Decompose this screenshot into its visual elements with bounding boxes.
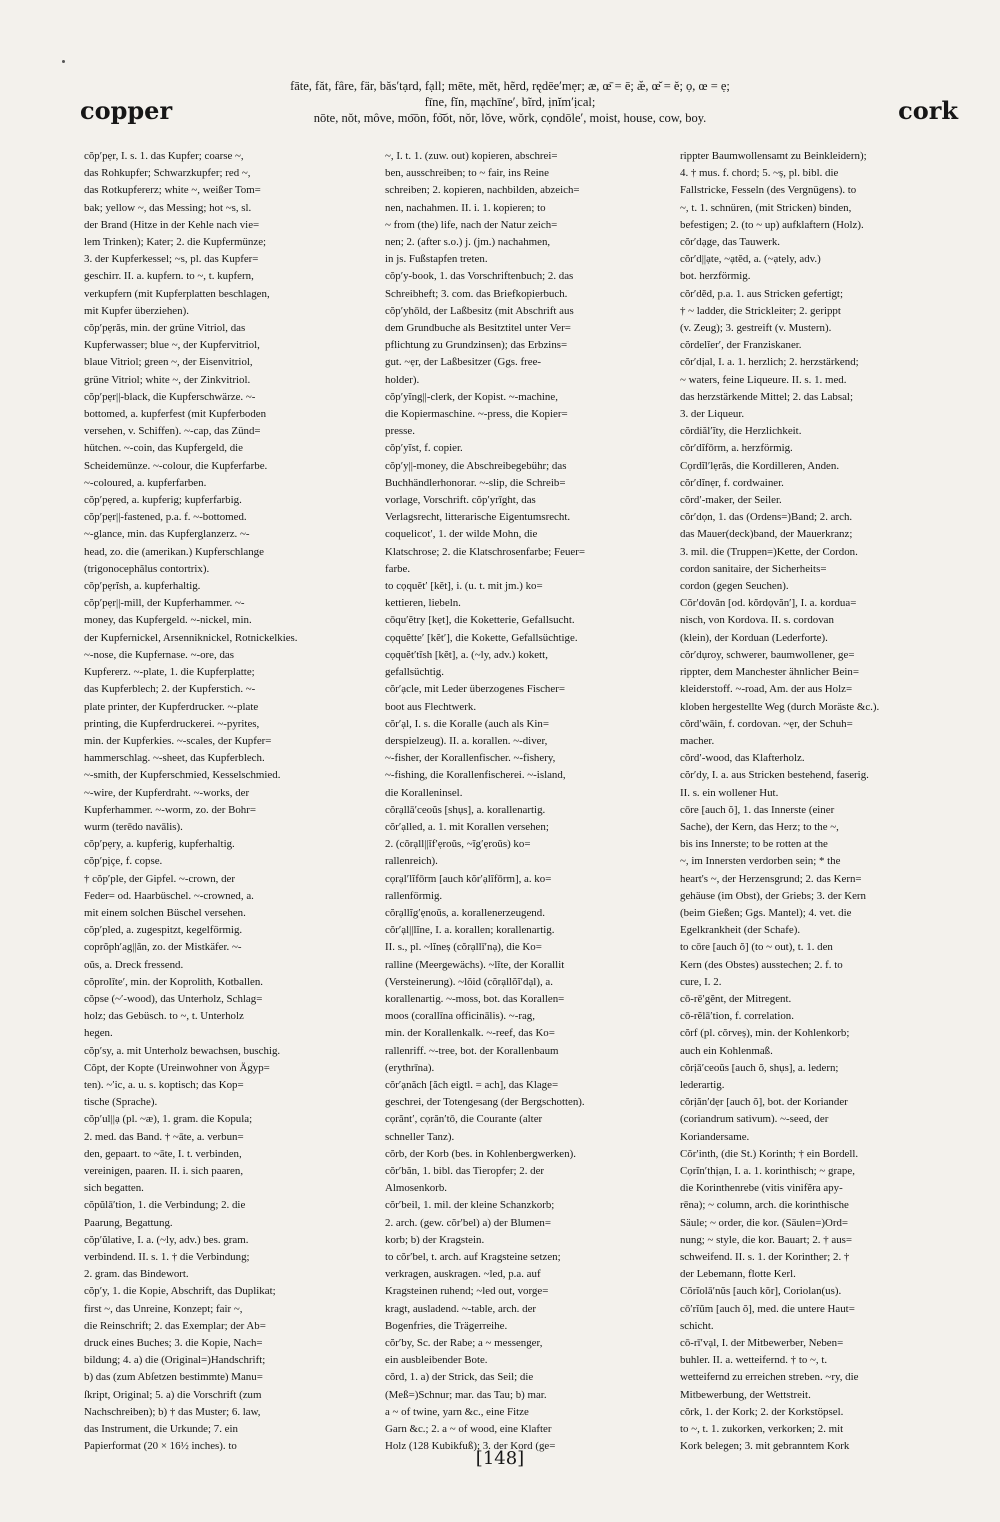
entry-line: Kupferhammer. ~-worm, zo. der Bohr= <box>84 803 257 816</box>
entry-line: cŏp′pẹr||-black, die Kupferschwärze. ~- <box>84 390 256 403</box>
entry-line: cŏr′beil, 1. mil. der kleine Schanzkorb; <box>385 1199 555 1212</box>
entry-line: nen, nachahmen. II. i. 1. kopieren; to <box>385 201 546 214</box>
entry-line: rallenförmig. <box>385 889 443 902</box>
entry-line: nisch, von Kordova. II. s. cordovan <box>680 614 834 627</box>
entry-line: (beim Gießen; Ggs. Mantel); 4. vet. die <box>680 906 852 919</box>
entry-line: ~ waters, feine Liqueure. II. s. 1. med. <box>680 373 847 386</box>
entry-line: lederartig. <box>680 1078 725 1091</box>
entry-line: rēna); ~ column, arch. die korinthische <box>680 1199 849 1212</box>
entry-line: cŏp′ŭlative, I. a. (~ly, adv.) bes. gram. <box>84 1233 249 1246</box>
entry-line: geschirr. II. a. kupfern. to ~, t. kupfern, <box>84 270 254 283</box>
entry-line: verkupfern (mit Kupferplatten beschlagen, <box>84 287 270 300</box>
ink-speck <box>62 60 65 63</box>
entry-line: bak; yellow ~, das Messing; hot ~s, sl. <box>84 201 252 214</box>
entry-line: cŏp′pẹrĭsh, a. kupferhaltig. <box>84 580 201 593</box>
entry-line: cordon (gegen Seuchen). <box>680 580 789 593</box>
entry-line: cō-rē′gĕnt, der Mitregent. <box>680 992 792 1005</box>
entry-line: gut. ~ẹr, der Laßbesitzer (Ggs. free- <box>385 356 542 369</box>
entry-line: ~-wire, der Kupferdraht. ~-works, der <box>84 786 250 799</box>
entry-line: druck eines Buches; 3. die Kopie, Nach= <box>84 1337 263 1350</box>
entry-line: holz; das Gebüsch. to ~, t. Unterholz <box>84 1010 244 1023</box>
entry-line: ~-nose, die Kupfernase. ~-ore, das <box>84 648 234 661</box>
entry-line: Sache), der Kern, das Herz; to the ~, <box>680 820 839 833</box>
entry-line: Paarung, Begattung. <box>84 1216 173 1229</box>
entry-line: Kern (des Obstes) ausstechen; 2. f. to <box>680 958 843 971</box>
entry-line: wurm (terēdo navālis). <box>84 820 183 833</box>
entry-line: das herzstärkende Mittel; 2. das Labsal; <box>680 390 853 403</box>
pronunciation-key <box>190 78 830 126</box>
entry-line: oŭs, a. Dreck fressend. <box>84 958 184 971</box>
entry-line: cŏp′pịçe, f. copse. <box>84 855 163 868</box>
entry-line: cŏrb, der Korb (bes. in Kohlenbergwerken). <box>385 1147 576 1160</box>
entry-line: Schreibheft; 3. com. das Briefkopierbuch. <box>385 287 568 300</box>
entry-line: ~-smith, der Kupferschmied, Kesselschmied. <box>84 769 281 782</box>
pronunciation-key-line: nōte, nŏt, môve, mo͞on, fo͝ot, nŏr, lŏve, wŏrk, cọndōle′, moist, house, cow, boy. <box>313 111 707 125</box>
entry-line: ten). ~′ic, a. u. s. koptisch; das Kop= <box>84 1078 244 1091</box>
entry-line: bottomed, a. kupferfest (mit Kupferboden <box>84 408 267 421</box>
entry-line: boot aus Flechtwerk. <box>385 700 477 713</box>
entry-line: cŏrịā′ceoŭs [auch ŏ, shụs], a. ledern; <box>680 1061 839 1074</box>
entry-line: das Kupferblech; 2. der Kupferstich. ~- <box>84 683 256 696</box>
entry-line: cọrănt′, cọrăn′tō, die Courante (alter <box>385 1113 543 1126</box>
entry-line: cŏrdiăl′ĭty, die Herzlichkeit. <box>680 425 802 438</box>
entry-line: cŏr′dĭnẹr, f. cordwainer. <box>680 476 784 489</box>
entry-line: 2. arch. (gew. cŏr′bel) a) der Blumen= <box>385 1216 551 1229</box>
entry-line: das Instrument, die Urkunde; 7. ein <box>84 1423 238 1436</box>
entry-line: (v. Zeug); 3. gestreift (v. Mustern). <box>680 322 832 335</box>
entry-line: cŏr′ạl||lĭne, I. a. korallen; korallenartig. <box>385 924 555 937</box>
entry-line: cọrạl′lĭfōrm [auch kŏr′ạlĭfōrm], a. ko= <box>385 872 552 885</box>
entry-line: bot. herzförmig. <box>680 270 751 283</box>
entry-line: cŏrạllā′ceoŭs [shụs], a. korallenartig. <box>385 803 546 816</box>
page-number: [148] <box>475 1448 525 1469</box>
entry-line: (klein), der Korduan (Lederforte). <box>680 631 828 644</box>
entry-line: ~-fisher, der Korallenfischer. ~-fishery, <box>385 752 556 765</box>
entry-line: Cọrĭn′thịạn, I. a. 1. korinthisch; ~ grape, <box>680 1164 855 1177</box>
entry-line: die Reinschrift; 2. das Exemplar; der Ab= <box>84 1319 266 1332</box>
entry-line: Cọrdĭl′lẹrăs, die Kordilleren, Anden. <box>680 459 840 472</box>
entry-line: (erythrīna). <box>385 1061 435 1074</box>
entry-line: nen; 2. (after s.o.) j. (jm.) nachahmen, <box>385 236 551 249</box>
entry-line: cŏrk, 1. der Kork; 2. der Korkstöpsel. <box>680 1405 844 1418</box>
entry-line: cọquĕtte′ [kĕt′], die Kokette, Gefallsüchtige. <box>385 631 578 644</box>
entry-line: schweifend. II. s. 1. der Korinther; 2. † <box>680 1251 850 1263</box>
entry-line: schicht. <box>680 1319 714 1332</box>
entry-line: dem Grundbuche als Besitztitel unter Ver= <box>385 322 571 335</box>
entry-line: to cọquĕt′ [kĕt], i. (u. t. mit jm.) ko= <box>385 580 543 593</box>
entry-line: Cŏpt, der Kopte (Ureinwohner von Ägyp= <box>84 1061 270 1074</box>
entry-line: (Meß=)Schnur; mar. das Tau; b) mar. <box>385 1388 547 1401</box>
entry-line: macher. <box>680 734 715 747</box>
entry-line: 3. mil. die (Truppen=)Kette, der Cordon. <box>680 545 858 558</box>
entry-line: versehen, v. Schiffen). ~-cap, das Zünd= <box>84 425 261 438</box>
entry-line: Säule; ~ order, die kor. (Säulen=)Ord= <box>680 1216 849 1229</box>
entry-line: rippter, dem Manchester ähnlicher Bein= <box>680 666 859 679</box>
entry-line: heart's ~, der Herzensgrund; 2. das Kern= <box>680 872 862 885</box>
entry-line: cŏr′dĭfōrm, a. herzförmig. <box>680 442 793 455</box>
entry-line: Kragsteinen ruhend; ~led out, vorge= <box>385 1285 549 1298</box>
entry-line: bis ins Innerste; to be rotten at the <box>680 838 828 851</box>
entry-line: b) das (zum Abſetzen bestimmte) Manu= <box>84 1371 263 1384</box>
entry-line: cŏpŭlā′tion, 1. die Verbindung; 2. die <box>84 1199 246 1212</box>
entry-line: ~-glance, min. das Kupferglanzerz. ~- <box>84 528 250 541</box>
entry-line: cŏrạllĭg′ẹnoŭs, a. korallenerzeugend. <box>385 906 545 919</box>
entry-line: Kork belegen; 3. mit gebranntem Kork <box>680 1440 850 1453</box>
entry-line: (coriandrum sativum). ~-seed, der <box>680 1113 829 1126</box>
entry-line: schneller Tanz). <box>385 1130 455 1143</box>
entry-line: cŏrd′-wood, das Klafterholz. <box>680 752 805 765</box>
entry-line: II. s. ein wollener Hut. <box>680 786 779 799</box>
entry-line: korb; b) der Kragstein. <box>385 1233 485 1246</box>
entry-line: cŏp′pẹr||-mill, der Kupferhammer. ~- <box>84 597 245 610</box>
entry-line: cŏr′băn, 1. bibl. das Tieropfer; 2. der <box>385 1164 545 1177</box>
entry-line: gehäuse (im Obst), der Griebs; 3. der Kern <box>680 889 866 902</box>
entry-line: Papierformat (20 × 16½ inches). to <box>84 1440 237 1453</box>
entry-line: Buchhändlerhonorar. ~-slip, die Schreib= <box>385 476 566 489</box>
entry-line: a ~ of twine, yarn &c., eine Fitze <box>385 1405 529 1418</box>
entry-line: Holz (128 Kubikfuß); 3. der Kord (ge= <box>385 1440 556 1453</box>
entry-line: cŏrd, 1. a) der Strick, das Seil; die <box>385 1371 534 1384</box>
entry-line: cŏp′pẹry, a. kupferig, kupferhaltig. <box>84 838 235 851</box>
entry-line: die Koralleninsel. <box>385 786 463 799</box>
entry-line: auch ein Kohlenmaß. <box>680 1044 773 1057</box>
column-3 <box>680 148 965 1453</box>
entry-line: 4. † mus. f. chord; 5. ~ș, pl. bibl. die <box>680 167 839 180</box>
entry-line: in js. Fußstapfen treten. <box>385 253 488 266</box>
entry-line: Almosenkorb. <box>385 1182 448 1195</box>
entry-line: derspielzeug). II. a. korallen. ~-diver, <box>385 734 548 747</box>
entry-line: (Versteinerung). ~lŏid (cŏrạllŏĭ′dạl), a. <box>385 975 553 988</box>
entry-line: blaue Vitriol; green ~, der Eisenvitriol, <box>84 356 253 369</box>
entry-line: tische (Sprache). <box>84 1096 158 1109</box>
entry-line: cŏrd′-maker, der Seiler. <box>680 494 782 507</box>
entry-line: grüne Vitriol; white ~, der Zinkvitriol. <box>84 373 251 386</box>
entry-line: ein ausbleibender Bote. <box>385 1354 488 1367</box>
entry-line: kettieren, liebeln. <box>385 597 461 610</box>
entry-line: cordon sanitaire, der Sicherheits= <box>680 562 827 575</box>
entry-line: cŏp′y||-money, die Abschreibegebühr; das <box>385 459 567 472</box>
entry-line: die Korinthenrebe (vitis vinifĕra apy- <box>680 1182 843 1195</box>
entry-line: buhler. II. a. wetteifernd. † to ~, t. <box>680 1354 828 1367</box>
entry-line: befestigen; 2. (to ~ up) aufklaftern (Holz). <box>680 218 864 231</box>
entry-line: cọquĕt′tĭsh [kĕt], a. (~ly, adv.) kokett, <box>385 648 548 661</box>
entry-line: farbe. <box>385 562 411 575</box>
entry-line: cŏrdelĭer′, der Franziskaner. <box>680 339 802 352</box>
entry-line: cure, I. 2. <box>680 975 722 988</box>
entry-line: 2. gram. das Bindewort. <box>84 1268 189 1281</box>
entry-line: head, zo. die (amerikan.) Kupferschlange <box>84 545 264 558</box>
entry-line: 2. med. das Band. † ~āte, a. verbun= <box>84 1130 244 1143</box>
entry-line: cŏpse (~′-wood), das Unterholz, Schlag= <box>84 992 263 1005</box>
entry-line: first ~, das Unreine, Konzept; fair ~, <box>84 1302 243 1315</box>
entry-line: cŏp′pẹrăs, min. der grüne Vitriol, das <box>84 322 246 335</box>
entry-line: cŏrf (pl. cŏrveș), min. der Kohlenkorb; <box>680 1027 850 1040</box>
column-1 <box>84 148 369 1453</box>
entry-line: cŏr′d||ạte, ~ạtĕd, a. (~ạtely, adv.) <box>680 253 821 266</box>
entry-line: vorlage, Vorschrift. cŏp′yrīght, das <box>385 494 536 507</box>
entry-line: cŏr′ạcle, mit Leder überzogenes Fischer= <box>385 683 565 696</box>
entry-line: cŏr′ạlled, a. 1. mit Korallen versehen; <box>385 820 549 833</box>
entry-line: cŏr′dọn, 1. das (Ordens=)Band; 2. arch. <box>680 511 853 524</box>
entry-line: rallenriff. ~-tree, bot. der Korallenbaum <box>385 1044 559 1057</box>
entry-line: moos (corallīna officinālis). ~-rag, <box>385 1010 535 1023</box>
entry-line: vereinigen, paaren. II. i. sich paaren, <box>84 1164 244 1177</box>
entry-line: mit Kupfer überziehen). <box>84 304 189 317</box>
column-2 <box>385 148 670 1453</box>
entry-line: Cŏr′dovăn [od. kŏrdọvăn′], I. a. korduа= <box>680 597 857 610</box>
entry-line: rippter Baumwollensamt zu Beinkleidern); <box>680 150 867 162</box>
entry-line: das Rotkupfererz; white ~, weißer Tom= <box>84 184 261 197</box>
entry-line: pflichtung zu Grundzinsen); das Erbzins= <box>385 339 568 352</box>
entry-line: schreiben; 2. kopieren, nachbilden, abzeich= <box>385 184 580 197</box>
entry-line: cŏr′dịal, I. a. 1. herzlich; 2. herzstärkend; <box>680 356 859 369</box>
entry-line: Verlagsrecht, litterarische Eigentumsrecht. <box>385 511 571 524</box>
entry-line: ~, I. t. 1. (zuw. out) kopieren, abschrei= <box>385 150 558 162</box>
entry-line: money, das Kupfergeld. ~-nickel, min. <box>84 614 252 627</box>
entry-line: printing, die Kupferdruckerei. ~-pyrites, <box>84 717 260 730</box>
entry-line: das Mauer(deck)band, der Mauerkranz; <box>680 528 853 541</box>
left-guide-word: copper <box>80 96 173 125</box>
entry-line: (trigonocephălus contortrix). <box>84 562 210 575</box>
entry-line: † ~ ladder, die Strickleiter; 2. gerippt <box>680 304 841 317</box>
entry-line: korallenartig. ~-moss, bot. das Korallen= <box>385 992 565 1005</box>
entry-line: das Rohkupfer; Schwarzkupfer; red ~, <box>84 167 251 180</box>
entry-line: cŏr′by, Sc. der Rabe; a ~ messenger, <box>385 1337 543 1350</box>
entry-line: cŏp′yĭng||-clerk, der Kopist. ~-machine, <box>385 390 558 403</box>
entry-line: 3. der Kupferkessel; ~s, pl. das Kupfer= <box>84 253 259 266</box>
entry-line: coprŏph′ag||ăn, zo. der Mistkäfer. ~- <box>84 941 242 954</box>
entry-line: cō′rĭŭm [auch ŏ], med. die untere Haut= <box>680 1302 855 1315</box>
entry-line: cŏprolīte′, min. der Koprolith, Kotballen. <box>84 975 264 988</box>
entry-line: ~-fishing, die Korallenfischerei. ~-island, <box>385 769 566 782</box>
pronunciation-key-line: fīne, fĭn, mạchīne′, bĩrd, ịnĭm′ịcal; <box>424 95 596 109</box>
entry-line: Nachschreiben); b) † das Muster; 6. law, <box>84 1405 261 1418</box>
entry-line: Mitbewerbung, der Wettstreit. <box>680 1388 811 1401</box>
entry-line: verbindend. II. s. 1. † die Verbindung; <box>84 1251 250 1263</box>
entry-line: hammerschlag. ~-sheet, das Kupferblech. <box>84 752 265 765</box>
entry-line: cō-rĕlā′tion, f. correlation. <box>680 1010 794 1023</box>
entry-line: cŏp′pẹr||-fastened, p.a. f. ~-bottomed. <box>84 511 247 524</box>
entry-line: lem Trinken); Kater; 2. die Kupfermünze; <box>84 236 267 249</box>
entry-line: coquelicot′, 1. der wilde Mohn, die <box>385 528 538 541</box>
entry-line: kragt, ausladend. ~-table, arch. der <box>385 1302 537 1315</box>
entry-line: Klatschrose; 2. die Klatschrosenfarbe; Feuer= <box>385 545 585 558</box>
entry-line: ralline (Meergewächs). ~lĭte, der Korallit <box>385 958 565 971</box>
entry-line: nung; ~ style, die kor. Bauart; 2. † aus= <box>680 1233 853 1246</box>
entry-line: gefallsüchtig. <box>385 666 444 679</box>
entry-line: cŏrịăn′dẹr [auch ŏ], bot. der Koriander <box>680 1096 848 1109</box>
entry-line: Scheidemünze. ~-colour, die Kupferfarbe. <box>84 459 268 472</box>
entry-line: cō-rī′vạl, I. der Mitbewerber, Neben= <box>680 1337 844 1350</box>
entry-line: cŏp′sy, a. mit Unterholz bewachsen, buschig. <box>84 1044 281 1057</box>
entry-line: hütchen. ~-coin, das Kupfergeld, die <box>84 442 244 455</box>
entry-line: cŏp′pẹred, a. kupferig; kupferfarbig. <box>84 494 242 507</box>
entry-line: Koriandersame. <box>680 1130 750 1143</box>
entry-line: plate printer, der Kupferdrucker. ~-plate <box>84 700 259 713</box>
entry-line: cŏr′ạnăch [ăch eigtl. = ach], das Klage= <box>385 1078 559 1091</box>
entry-line: bildung; 4. a) die (Original=)Handschrift; <box>84 1354 266 1367</box>
pronunciation-key-line: fāte, făt, fâre, fär, băs′tạrd, fạll; mēte, mĕt, hẽrd, rędēe′mẹr; æ, œ̄ = ē; æ̆, œ̆ = ĕ; ọ, œ = ẹ; <box>290 79 730 93</box>
entry-line: † cŏp′ple, der Gipfel. ~-crown, der <box>84 872 236 885</box>
entry-line: cŏr′dĕd, p.a. 1. aus Stricken gefertigt; <box>680 287 843 300</box>
entry-line: ſkript, Original; 5. a) die Vorschrift (zum <box>84 1388 262 1401</box>
entry-line: Egelkrankheit (der Schafe). <box>680 924 801 937</box>
entry-line: Garn &c.; 2. a ~ of wood, eine Klafter <box>385 1423 552 1436</box>
entry-line: to ~, t. 1. zukorken, verkorken; 2. mit <box>680 1423 844 1436</box>
right-guide-word: cork <box>898 96 958 125</box>
entry-line: der Lebemann, flotte Kerl. <box>680 1268 796 1281</box>
entry-line: 2. (cŏrạll||ĭf′ẹroŭs, ~ĭg′ẹroŭs) ko= <box>385 838 531 851</box>
entry-line: Cŏr′inth, (die St.) Korinth; † ein Bordell. <box>680 1147 859 1160</box>
entry-line: cŏp′ul||ạ (pl. ~æ), 1. gram. die Kopula; <box>84 1113 253 1126</box>
entry-line: kloben hergestellte Weg (durch Moräste &c.). <box>680 700 880 713</box>
entry-line: cŏr′ạl, I. s. die Koralle (auch als Kin= <box>385 717 549 730</box>
entry-line: Cŏrĭolā′nŭs [auch kŏr], Coriolan(us). <box>680 1285 842 1298</box>
entry-line: 3. der Liqueur. <box>680 408 745 421</box>
entry-line: der Kupfernickel, Arsenniknickel, Rotnickelkies. <box>84 631 298 644</box>
entry-line: der Brand (Hitze in der Kehle nach vie= <box>84 218 260 231</box>
entry-line: presse. <box>385 425 415 438</box>
entry-line: Fallstricke, Fesseln (des Vergnügens). to <box>680 184 857 197</box>
entry-line: ~, t. 1. schnüren, (mit Stricken) binden, <box>680 201 852 214</box>
entry-line: min. der Korallenkalk. ~-reef, das Ko= <box>385 1027 555 1040</box>
entry-line: cŏr′dạge, das Tauwerk. <box>680 236 780 249</box>
entry-line: den, gepaart. to ~āte, I. t. verbinden, <box>84 1147 242 1160</box>
entry-line: mit einem solchen Büschel versehen. <box>84 906 246 919</box>
entry-line: ~ from (the) life, nach der Natur zeich= <box>385 218 558 231</box>
entry-line: cŏp′pẹr, I. s. 1. das Kupfer; coarse ~, <box>84 150 244 162</box>
entry-line: ben, ausschreiben; to ~ fair, ins Reine <box>385 167 549 180</box>
entry-line: ~, im Innersten verdorben sein; * the <box>680 855 841 868</box>
entry-line: Kupfererz. ~-plate, 1. die Kupferplatte; <box>84 666 255 679</box>
entry-line: cŏp′y-book, 1. das Vorschriftenbuch; 2. das <box>385 270 574 283</box>
entry-line: cŏr′dy, I. a. aus Stricken bestehend, faserig. <box>680 769 869 782</box>
entry-line: cŏp′yĭst, f. copier. <box>385 442 463 455</box>
entry-line: cŏrd′wāin, f. cordovan. ~ẹr, der Schuh= <box>680 717 853 730</box>
entry-line: Kupferwasser; blue ~, der Kupfervitriol, <box>84 339 260 352</box>
entry-line: cōre [auch ŏ], 1. das Innerste (einer <box>680 803 835 816</box>
entry-line: cŏp′yhōld, der Laßbesitz (mit Abschrift aus <box>385 304 574 317</box>
entry-line: cŏp′pled, a. zugespitzt, kegelförmig. <box>84 924 243 937</box>
entry-line: to cŏr′bel, t. arch. auf Kragsteine setzen; <box>385 1251 561 1263</box>
entry-line: cŏr′dụroy, schwerer, baumwollener, ge= <box>680 648 855 661</box>
entry-line: holder). <box>385 373 420 386</box>
entry-line: ~-coloured, a. kupferfarben. <box>84 476 207 489</box>
entry-line: II. s., pl. ~lĭneș (cŏrạllī′nạ), die Ko= <box>385 941 542 954</box>
entry-line: min. der Kupferkies. ~-scales, der Kupfer= <box>84 734 272 747</box>
entry-line: Feder= od. Haarbüschel. ~-crowned, a. <box>84 889 254 902</box>
entry-line: cŏp′y, 1. die Kopie, Abschrift, das Duplikat; <box>84 1285 276 1298</box>
entry-line: die Kopiermaschine. ~-press, die Kopier= <box>385 408 568 421</box>
entry-line: kleiderstoff. ~-road, Am. der aus Holz= <box>680 683 853 696</box>
entry-line: Bogenfries, die Trägerreihe. <box>385 1319 508 1332</box>
entry-line: to cōre [auch ŏ] (to ~ out), t. 1. den <box>680 941 833 954</box>
entry-line: verkragen, auskragen. ~led, p.a. auf <box>385 1268 541 1281</box>
entry-line: wetteifernd zu erreichen streben. ~ry, die <box>680 1371 859 1384</box>
entry-line: sich begatten. <box>84 1182 144 1195</box>
entry-line: geschrei, der Totengesang (der Bergschotten). <box>385 1096 585 1109</box>
entry-line: hegen. <box>84 1027 113 1040</box>
entry-line: cōqu′ĕtry [kẹt], die Koketterie, Gefallsucht. <box>385 614 575 627</box>
entry-line: rallenreich). <box>385 855 438 868</box>
